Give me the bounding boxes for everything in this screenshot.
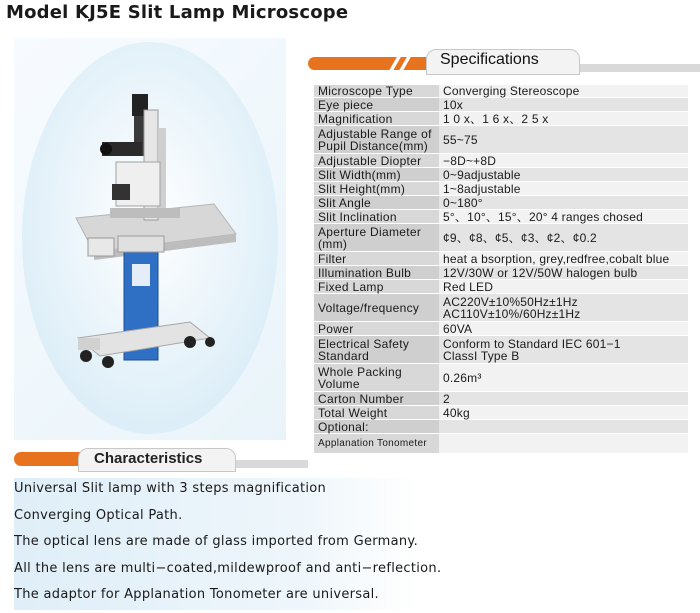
spec-key: Slit Height(mm) [314,182,439,196]
specifications-title: Specifications [440,51,539,68]
spec-value [439,168,688,182]
spec-value [439,322,688,336]
spec-key: Carton Number [314,392,439,406]
spec-value [439,85,688,98]
spec-key: Optional: [314,420,439,434]
spec-value [439,420,688,434]
spec-key: Aperture Diameter (mm) [314,224,439,252]
spec-row [314,126,688,154]
spec-value-line: 1 0 x、1 6 x、2 5 x [443,111,549,126]
spec-key: Whole Packing Volume [314,364,439,392]
spec-value-line: Converging Stereoscope [443,84,580,98]
spec-row [314,98,688,112]
spec-row [314,196,688,210]
spec-row [314,224,688,252]
specifications-table [314,85,688,454]
spec-value-line: 10x [443,97,463,112]
spec-value-line: 12V/30W or 12V/50W halogen bulb [443,265,638,280]
characteristic-item: All the lens are multi−coated,mildewproof and anti−reflection. [14,560,442,576]
spec-value-line: 40kg [443,405,470,420]
spec-row [314,154,688,168]
spec-row [314,210,688,224]
spec-row [314,280,688,294]
spec-value-line: 0.26m³ [443,370,482,385]
spec-value-line: AC220V±10%50Hz±1Hz [443,294,578,309]
spec-value-line: Conform to Standard IEC 601−1 [443,336,621,351]
spec-value [439,336,688,364]
spec-value-line: AC110V±10%/60Hz±1Hz [443,306,581,321]
slit-lamp-image [14,38,286,440]
spec-value [439,196,688,210]
spec-key: Adjustable Range of Pupil Distance(mm) [314,126,439,154]
spec-key: Adjustable Diopter [314,154,439,168]
spec-value-line: 2 [443,391,450,406]
spec-key: Applanation Tonometer [314,434,439,454]
product-photo [14,38,286,440]
spec-value-line: ClassI Type B [443,348,520,363]
spec-row [314,364,688,392]
spec-value-line: 60VA [443,321,473,336]
spec-value-line: −8D~+8D [443,153,497,168]
header-accent-bar [308,57,430,70]
spec-value-line: 1~8adjustable [443,181,521,196]
characteristic-item: The optical lens are made of glass imported from Germany. [14,534,418,549]
spec-row [314,294,688,322]
spec-value [439,392,688,406]
spec-row [314,434,688,454]
spec-key: Total Weight [314,406,439,420]
spec-row [314,406,688,420]
spec-row [314,392,688,406]
spec-key: Filter [314,252,439,266]
spec-value-line: 55~75 [443,132,478,147]
spec-row [314,322,688,336]
spec-key: Magnification [314,112,439,126]
characteristics-title: Characteristics [94,450,203,467]
spec-key: Power [314,322,439,336]
spec-key: Eye piece [314,98,439,112]
characteristics-list [14,480,441,613]
spec-value-line: 0~9adjustable [443,167,521,182]
spec-key: Slit Width(mm) [314,168,439,182]
specifications-header [308,48,700,78]
characteristic-item: Converging Optical Path. [14,507,183,523]
spec-row [314,112,688,126]
spec-value-line: Red LED [443,279,494,294]
spec-value [439,406,688,420]
spec-key: Illumination Bulb [314,266,439,280]
spec-row [314,420,688,434]
spec-value [439,98,688,112]
spec-key: Voltage/frequency [314,294,439,322]
spec-row [314,85,688,98]
spec-value [439,266,688,280]
characteristic-item: Universal Slit lamp with 3 steps magnification [14,481,327,496]
spec-value [439,364,688,392]
spec-value-line: heat a bsorption, grey,redfree,cobalt blue [443,251,670,266]
header-accent-bar [14,452,84,466]
spec-value-line: ¢9、¢8、¢5、¢3、¢2、¢0.2 [443,230,597,245]
spec-row [314,252,688,266]
spec-key: Slit Angle [314,196,439,210]
spec-key: Fixed Lamp [314,280,439,294]
characteristics-header [14,448,308,472]
spec-row [314,182,688,196]
spec-value-line: 5°、10°、15°、20° 4 ranges chosed [443,209,643,224]
spec-row [314,266,688,280]
spec-value [439,182,688,196]
spec-key: Slit Inclination [314,210,439,224]
spec-value [439,280,688,294]
spec-value [439,112,688,126]
page-title: Model KJ5E Slit Lamp Microscope [6,2,349,23]
spec-value-line: 0~180° [443,195,483,210]
spec-row [314,336,688,364]
spec-value [439,210,688,224]
spec-value [439,224,688,252]
characteristic-item: The adaptor for Applanation Tonometer are universal. [14,587,379,602]
spec-key: Microscope Type [314,85,439,98]
spec-value [439,154,688,168]
spec-key: Electrical Safety Standard [314,336,439,364]
spec-value [439,252,688,266]
spec-value [439,126,688,154]
spec-value [439,294,688,322]
spec-row [314,168,688,182]
spec-value [439,434,688,454]
